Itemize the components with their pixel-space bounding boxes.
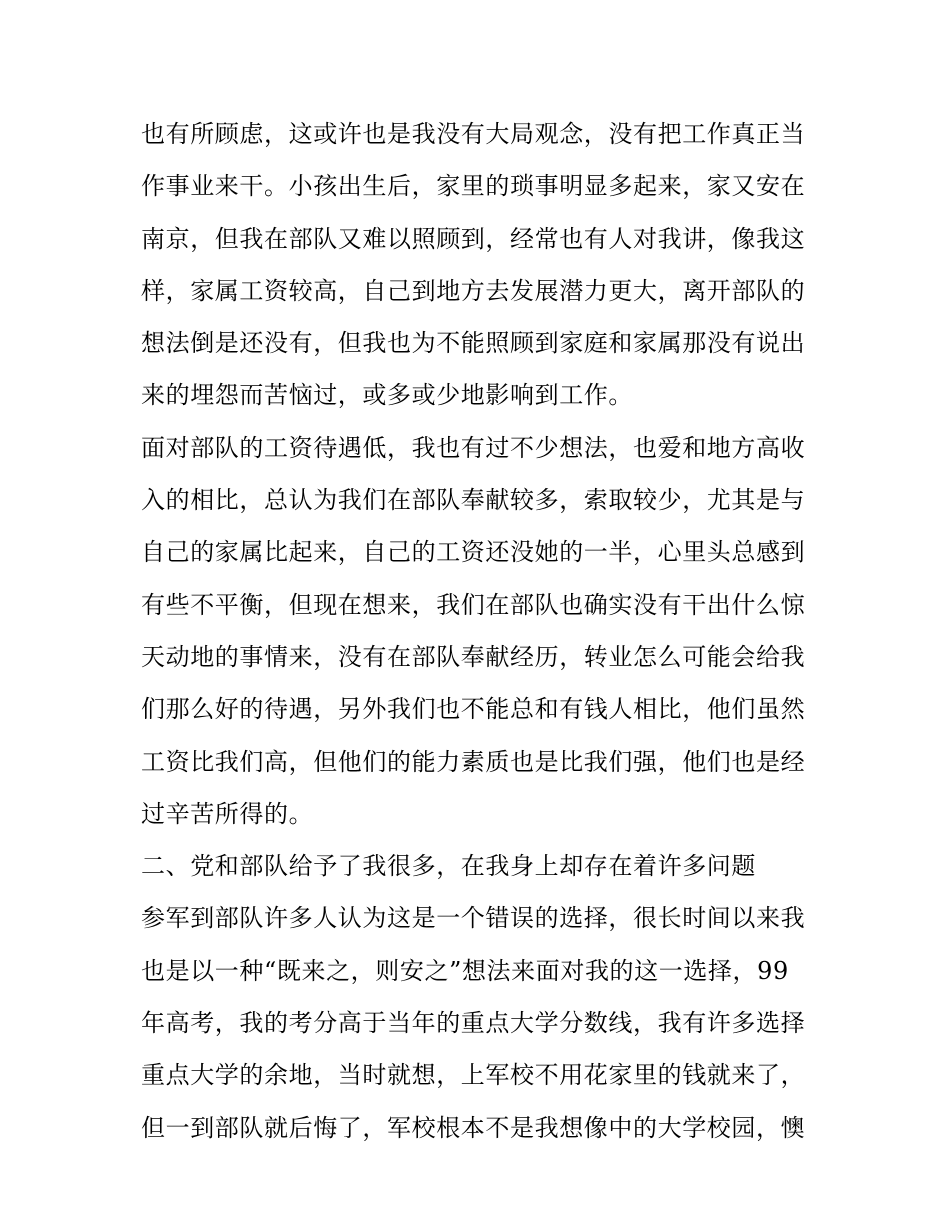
text-line: 作事业来干。小孩出生后，家里的琐事明显多起来，家又安在 bbox=[141, 172, 806, 201]
text-line: 工资比我们高，但他们的能力素质也是比我们强，他们也是经 bbox=[141, 747, 806, 776]
text-line: 过辛苦所得的。 bbox=[141, 799, 314, 828]
text-line: 自己的家属比起来，自己的工资还没她的一半，心里头总感到 bbox=[141, 538, 806, 567]
text-line: 参军到部队许多人认为这是一个错误的选择，很长时间以来我 bbox=[141, 904, 806, 933]
text-line: 有些不平衡，但现在想来，我们在部队也确实没有干出什么惊 bbox=[141, 590, 806, 619]
section-heading: 二、党和部队给予了我很多，在我身上却存在着许多问题 bbox=[141, 852, 756, 881]
body-text bbox=[141, 108, 821, 1154]
text-line: 们那么好的待遇，另外我们也不能总和有钱人相比，他们虽然 bbox=[141, 695, 806, 724]
text-line: 但一到部队就后悔了，军校根本不是我想像中的大学校园，懊 bbox=[141, 1113, 806, 1142]
text-line: 年高考，我的考分高于当年的重点大学分数线，我有许多选择 bbox=[141, 1009, 806, 1038]
text-line: 样，家属工资较高，自己到地方去发展潜力更大，离开部队的 bbox=[141, 276, 806, 305]
text-line: 也是以一种“既来之，则安之”想法来面对我的这一选择，99 bbox=[141, 956, 789, 985]
text-line: 入的相比，总认为我们在部队奉献较多，索取较少，尤其是与 bbox=[141, 486, 806, 515]
text-line: 南京，但我在部队又难以照顾到，经常也有人对我讲，像我这 bbox=[141, 224, 806, 253]
text-line: 来的埋怨而苦恼过，或多或少地影响到工作。 bbox=[141, 381, 633, 410]
text-line: 天动地的事情来，没有在部队奉献经历，转业怎么可能会给我 bbox=[141, 642, 806, 671]
text-line: 想法倒是还没有，但我也为不能照顾到家庭和家属那没有说出 bbox=[141, 329, 806, 358]
text-line: 重点大学的余地，当时就想，上军校不用花家里的钱就来了， bbox=[141, 1061, 806, 1090]
text-line: 也有所顾虑，这或许也是我没有大局观念，没有把工作真正当 bbox=[141, 120, 806, 148]
text-line: 面对部队的工资待遇低，我也有过不少想法，也爱和地方高收 bbox=[141, 433, 806, 462]
